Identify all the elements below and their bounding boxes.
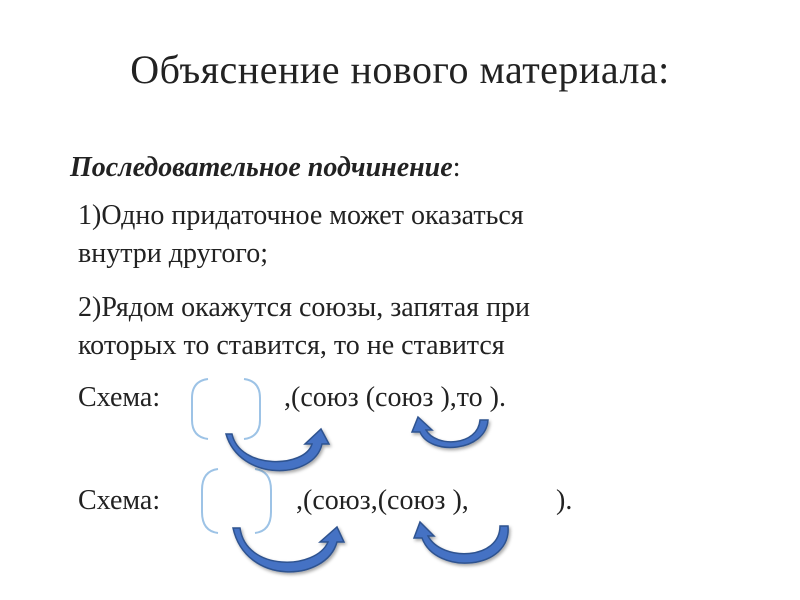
point-2-line-2: которых то ставится, то не ставится [78, 330, 505, 361]
curved-arrow-icon [233, 527, 344, 572]
point-1-line-2: внутри другого; [78, 238, 268, 269]
scheme-1-label: Схема: [78, 382, 161, 413]
bracket-right-icon [255, 469, 271, 533]
scheme-2-label: Схема: [78, 485, 161, 516]
slide-title: Объяснение нового материала: [130, 47, 670, 92]
point-2-line-1: 2)Рядом окажутся союзы, запятая при [78, 292, 531, 323]
scheme-2-text: ,(союз,(союз ), [296, 485, 469, 516]
bracket-left-icon [202, 469, 218, 533]
bracket-right-icon [244, 379, 260, 439]
scheme-2-end: ). [556, 485, 573, 516]
curved-arrow-icon [414, 522, 508, 563]
curved-arrow-icon [226, 429, 329, 471]
subtitle-colon: : [452, 152, 461, 183]
scheme-1-text: ,(союз (союз ),то ). [284, 382, 506, 413]
bracket-left-icon [192, 379, 208, 439]
subtitle-label: Последовательное подчинение [70, 152, 453, 183]
point-1-line-1: 1)Одно придаточное может оказаться [78, 200, 524, 231]
curved-arrow-icon [412, 417, 488, 447]
